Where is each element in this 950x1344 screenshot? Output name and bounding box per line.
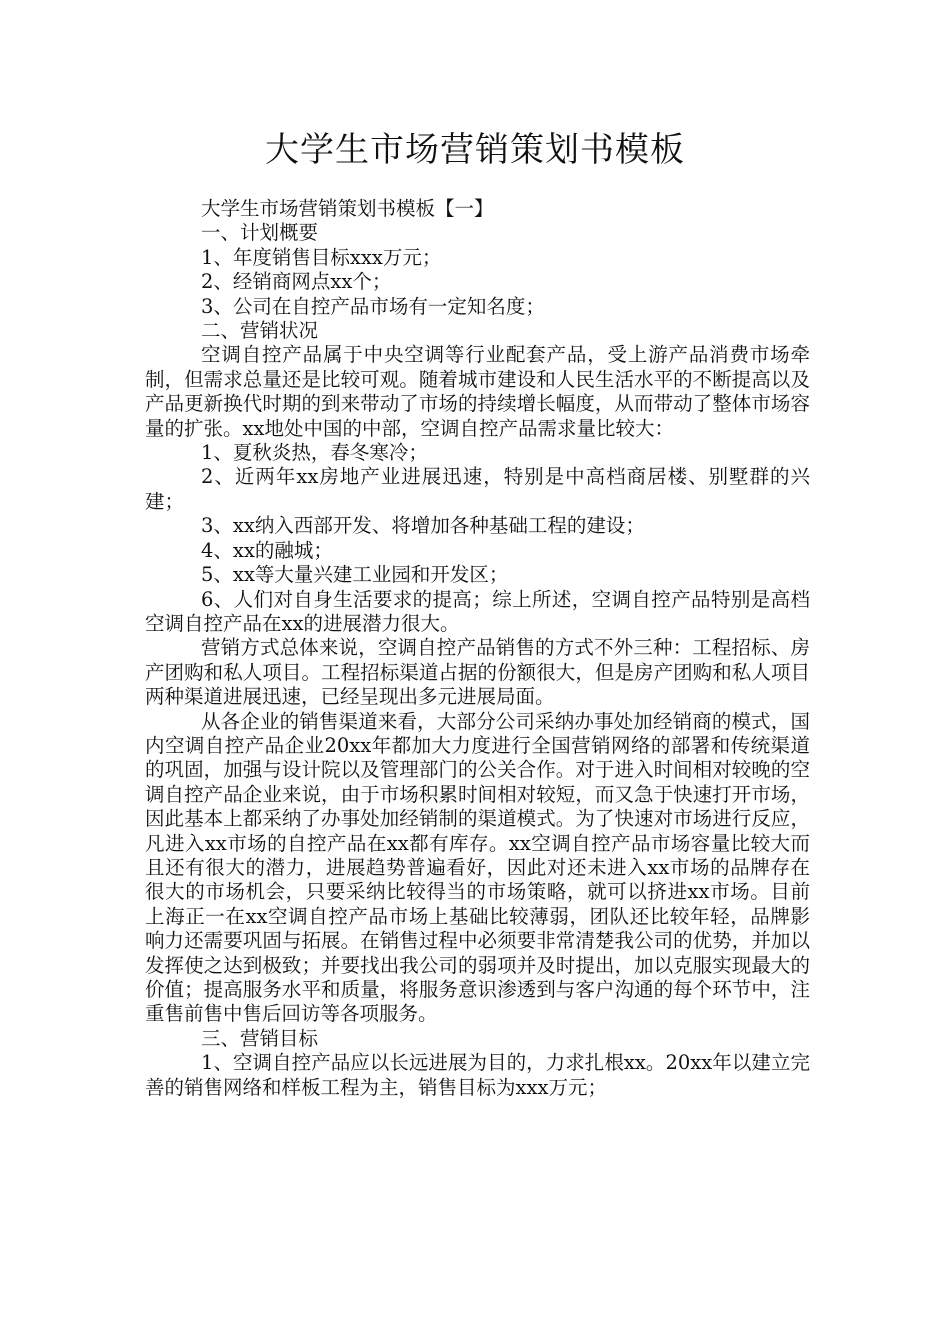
section-heading-marketing-status: 二、营销状况: [201, 319, 319, 343]
paragraph: 6、人们对自身生活要求的提高；综上所述，空调自控产品特别是高档空调自控产品在xx的进展潜力很大。: [145, 587, 810, 635]
section-heading-plan-overview: 一、计划概要: [201, 221, 319, 245]
paragraph: 4、xx的融城；: [201, 538, 333, 562]
document-subtitle: 大学生市场营销策划书模板【一】: [201, 197, 494, 220]
paragraph: 营销方式总体来说，空调自控产品销售的方式不外三种：工程招标、房产团购和私人项目。工程招标渠道占据的份额很大，但是房产团购和私人项目两种渠道进展迅速，已经呈现出多元进展局面。: [145, 636, 810, 709]
paragraph: 从各企业的销售渠道来看，大部分公司采纳办事处加经销商的模式，国内空调自控产品企业20xx年都加大力度进行全国营销网络的部署和传统渠道的巩固，加强与设计院以及管理部门的公关合作。对于进入时间相对较晚的空调自控产品企业来说，由于市场积累时间相对较短，而又急于快速打开市场，因此基本上都采纳了办事处加经销制的渠道模式。为了快速对市场进行反应，凡进入xx市场的自控产品在xx都有库存。xx空调自控产品市场容量比较大而且还有很大的潜力，进展趋势普遍看好，因此对还未进入xx市场的品牌存在很大的市场机会，只要采纳比较得当的市场策略，就可以挤进xx市场。目前上海正一在xx空调自控产品市场上基础比较薄弱，团队还比较年轻，品牌影响力还需要巩固与拓展。在销售过程中必须要非常清楚我公司的优势，并加以发挥使之达到极致；并要找出我公司的弱项并及时提出，加以克服实现最大的价值；提高服务水平和质量，将服务意识渗透到与客户沟通的每个环节中，注重售前售中售后回访等各项服务。: [145, 709, 810, 1026]
paragraph: 2、近两年xx房地产业进展迅速，特别是中高档商居楼、别墅群的兴建；: [145, 465, 810, 513]
document-body: [145, 197, 810, 1100]
paragraph: 3、公司在自控产品市场有一定知名度；: [201, 294, 545, 318]
paragraph: 1、夏秋炎热，春冬寒冷；: [201, 441, 428, 465]
document-title: 大学生市场营销策划书模板: [265, 130, 685, 170]
paragraph: 1、空调自控产品应以长远进展为目的，力求扎根xx。20xx年以建立完善的销售网络和样板工程为主，销售目标为xxx万元；: [145, 1051, 810, 1099]
paragraph: 3、xx纳入西部开发、将增加各种基础工程的建设；: [201, 514, 645, 538]
paragraph: 1、年度销售目标xxx万元；: [201, 245, 442, 269]
section-heading-marketing-goals: 三、营销目标: [201, 1026, 319, 1050]
paragraph: 空调自控产品属于中央空调等行业配套产品，受上游产品消费市场牵制，但需求总量还是比较可观。随着城市建设和人民生活水平的不断提高以及产品更新换代时期的到来带动了市场的持续增长幅度，从而带动了整体市场容量的扩张。xx地处中国的中部，空调自控产品需求量比较大：: [145, 343, 810, 440]
paragraph: 5、xx等大量兴建工业园和开发区；: [201, 563, 509, 587]
paragraph: 2、经销商网点xx个；: [201, 270, 392, 294]
